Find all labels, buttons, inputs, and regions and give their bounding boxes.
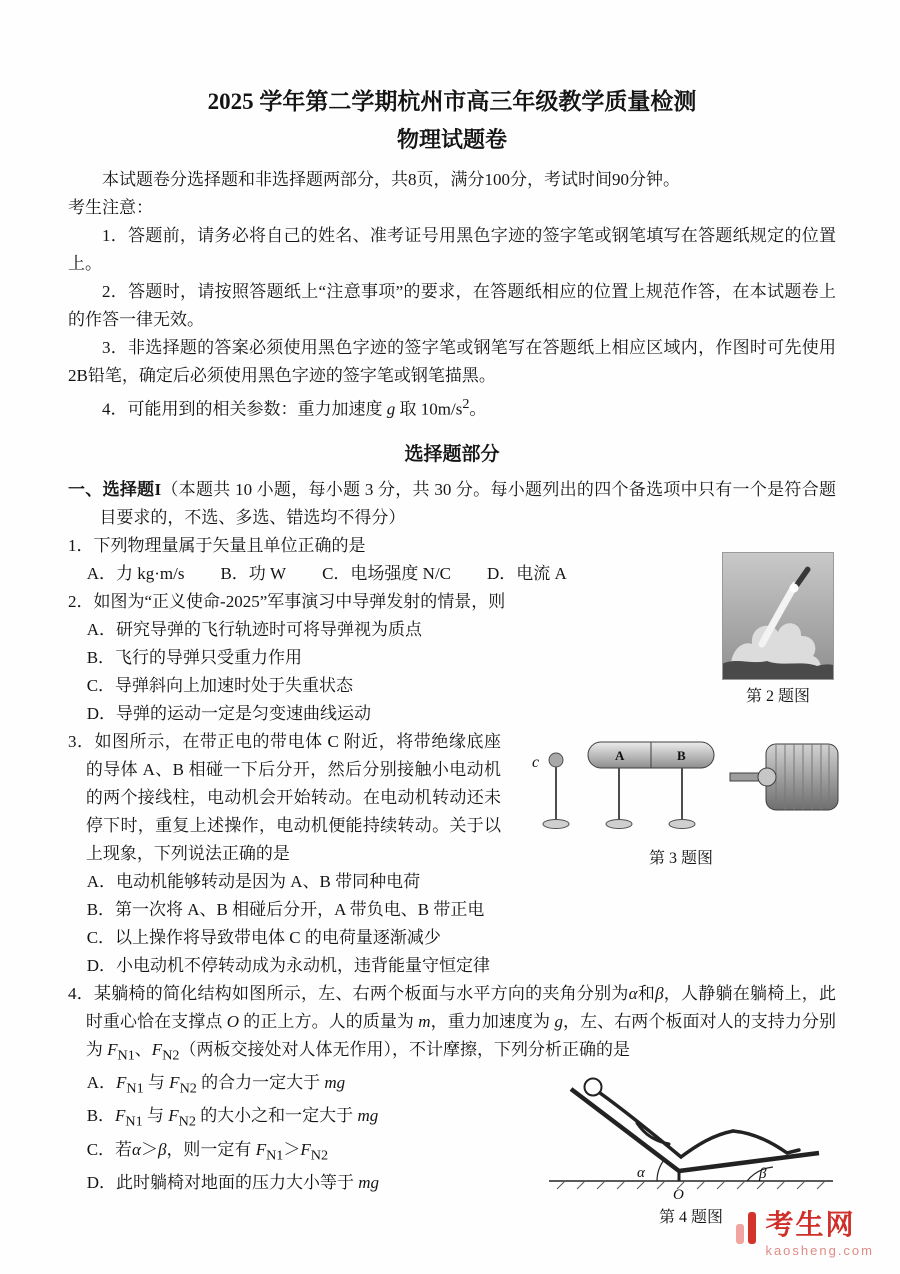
section-title: 选择题部分 bbox=[404, 443, 500, 465]
part1-heading bbox=[68, 476, 836, 532]
exam-subtitle: 物理试题卷 bbox=[396, 127, 507, 152]
question-3-figure bbox=[516, 730, 846, 871]
watermark-site-name: 考生网 bbox=[765, 1210, 856, 1241]
question-1-stem: 1．下列物理量属于矢量且单位正确的是 bbox=[68, 535, 366, 555]
label-charged-body-c: c bbox=[532, 753, 540, 771]
watermark-site-url: kaosheng.com bbox=[765, 1243, 874, 1258]
notice-item-2: 2．答题时，请按照答题纸上“注意事项”的要求，在答题纸相应的位置上规范作答，在本试题卷上的作答一律无效。 bbox=[68, 282, 836, 329]
notice-item-3: 3．非选择题的答案必须使用黑色字迹的签字笔或钢笔写在答题纸上相应区域内，作图时可先使用2B铅笔，确定后必须使用黑色字迹的签字笔或钢笔描黑。 bbox=[68, 338, 836, 385]
part1-desc: （本题共 10 小题，每小题 3 分，共 30 分。每小题列出的四个备选项中只有一个是符合题目要求的，不选、多选、错选均不得分） bbox=[99, 479, 836, 527]
exam-summary: 本试题卷分选择题和非选择题两部分，共8页，满分100分，考试时间90分钟。 bbox=[102, 170, 680, 189]
question-2-stem: 2．如图为“正义使命-2025”军事演习中导弹发射的情景，则 bbox=[68, 591, 506, 611]
q4-option-d: D．此时躺椅对地面的压力大小等于 mg bbox=[86, 1173, 379, 1193]
notice-item-1: 1．答题前，请务必将自己的姓名、准考证号用黑色字迹的签字笔或钢笔填写在答题纸规定的位置上。 bbox=[68, 226, 836, 273]
notice-item-4: 4．可能用到的相关参数：重力加速度 g 取 $10m/s^2$。 bbox=[102, 396, 487, 419]
exam-content bbox=[68, 86, 837, 1227]
q2-option-c: C．导弹斜向上加速时处于失重状态 bbox=[86, 675, 354, 695]
question-2-figure-caption: 第 2 题图 bbox=[745, 687, 810, 705]
q4-option-a: A．$F_{N1}$ 与 $F_{N2}$ 的合力一定大于 mg bbox=[86, 1073, 346, 1097]
question-4-options bbox=[68, 1069, 836, 1227]
q2-option-b: B．飞行的导弹只受重力作用 bbox=[86, 647, 303, 667]
electrostatic-motor-diagram bbox=[516, 730, 846, 842]
question-2-figure bbox=[722, 552, 834, 709]
question-4-figure bbox=[541, 1073, 841, 1230]
q1-option-a: A．力 kg·m/s bbox=[86, 563, 185, 583]
label-angle-alpha: α bbox=[637, 1165, 645, 1182]
q3-option-c: C．以上操作将导致带电体 C 的电荷量逐渐减少 bbox=[86, 927, 441, 947]
q1-option-c: C．电场强度 N/C bbox=[322, 563, 452, 583]
part1-label: 一、选择题I bbox=[68, 479, 162, 499]
notice-label: 考生注意： bbox=[68, 198, 153, 217]
q2-option-d: D．导弹的运动一定是匀变速曲线运动 bbox=[86, 703, 371, 723]
q1-option-b: B．功 W bbox=[220, 563, 287, 583]
question-3 bbox=[68, 728, 836, 980]
label-angle-beta: β bbox=[759, 1166, 767, 1183]
q4-option-b: B．$F_{N1}$ 与 $F_{N2}$ 的大小之和一定大于 mg bbox=[86, 1106, 379, 1130]
question-1-options bbox=[68, 560, 836, 588]
q3-option-b: B．第一次将 A、B 相碰后分开，A 带负电、B 带正电 bbox=[86, 899, 485, 919]
question-4-stem: 4．某躺椅的简化结构如图所示，左、右两个板面与水平方向的夹角分别为α和β，人静躺在躺椅上，此时重心恰在支撑点 O 的正上方。人的质量为 m，重力加速度为 g，左、右两个板面对人的支持力分别为 $F_{N1}$、$F_{N2}$（两板交接处对人体无作用），不计摩擦，下列分析正确的是 bbox=[68, 983, 837, 1064]
watermark-logo-icon bbox=[736, 1212, 756, 1260]
q3-option-a: A．电动机能够转动是因为 A、B 带同种电荷 bbox=[86, 871, 421, 891]
question-4-figure-caption: 第 4 题图 bbox=[658, 1209, 723, 1227]
label-conductor-a: A bbox=[615, 747, 625, 763]
recliner-diagram bbox=[541, 1073, 841, 1201]
label-conductor-b: B bbox=[677, 747, 686, 763]
question-3-stem: 3．如图所示，在带正电的带电体 C 附近，将带绝缘底座的导体 A、B 相碰一下后分开，然后分别接触小电动机的两个接线柱，电动机会开始转动。在电动机转动还未停下时，重复上述操作，电动机便能持续转动。关于以上现象，下列说法正确的是 bbox=[68, 731, 501, 863]
question-1 bbox=[68, 532, 836, 588]
q2-option-a: A．研究导弹的飞行轨迹时可将导弹视为质点 bbox=[86, 619, 422, 639]
q4-option-c: C．若α＞β，则一定有 $F_{N1}>F_{N2}$ bbox=[86, 1139, 329, 1164]
question-4 bbox=[68, 980, 837, 1227]
q3-option-d: D．小电动机不停转动成为永动机，违背能量守恒定律 bbox=[86, 955, 490, 975]
missile-launch-photo bbox=[722, 552, 834, 680]
question-2 bbox=[68, 588, 836, 728]
exam-title: 2025 学年第二学期杭州市高三年级教学质量检测 bbox=[207, 89, 697, 114]
q1-option-d: D．电流 A bbox=[487, 563, 567, 583]
site-watermark bbox=[736, 1210, 874, 1260]
label-support-point-o: O bbox=[673, 1187, 684, 1202]
question-3-figure-caption: 第 3 题图 bbox=[648, 849, 713, 867]
